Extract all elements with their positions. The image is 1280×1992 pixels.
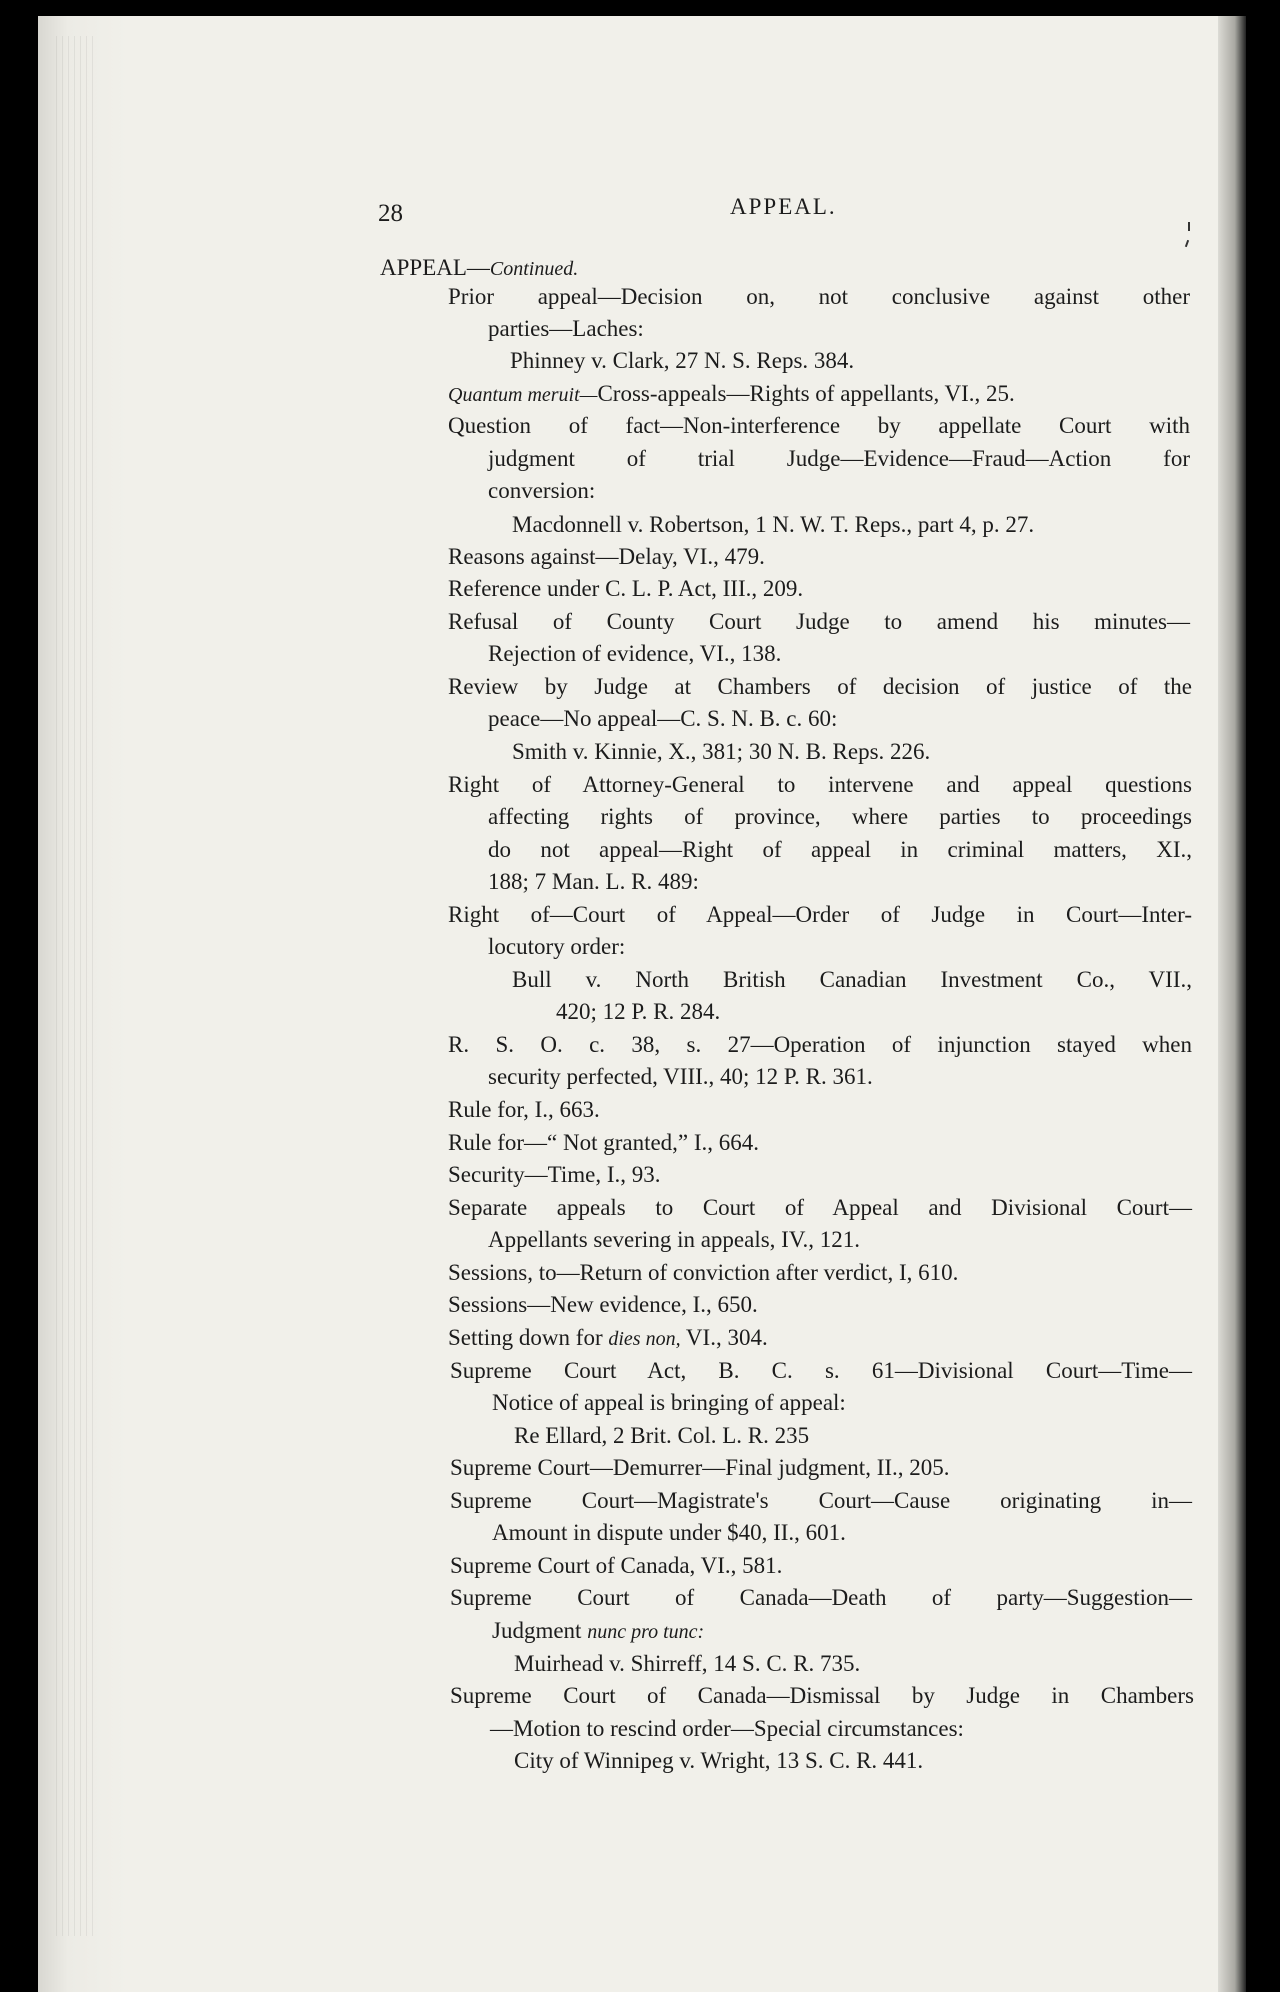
section-heading bbox=[380, 254, 578, 283]
entry-line: judgment of trial Judge—Evidence—Fraud—Action for bbox=[488, 446, 1190, 471]
entry-line: conversion: bbox=[488, 478, 596, 503]
entry-italic: nunc pro tunc: bbox=[587, 1621, 705, 1643]
case-citation: Bull v. North British Canadian Investment Co., VII., bbox=[512, 967, 1192, 992]
running-header: APPEAL. bbox=[730, 194, 837, 219]
entry-line: Reference under C. L. P. Act, III., 209. bbox=[448, 576, 804, 601]
case-citation: City of Winnipeg v. Wright, 13 S. C. R. 441. bbox=[514, 1748, 924, 1773]
entry-line: Right of—Court of Appeal—Order of Judge in Court—Inter- bbox=[448, 902, 1192, 927]
entry-line: Separate appeals to Court of Appeal and Divisional Court— bbox=[448, 1195, 1192, 1220]
entry-text-after: VI., 304. bbox=[685, 1325, 768, 1350]
entry-text: Judgment bbox=[492, 1618, 582, 1643]
case-citation: Smith v. Kinnie, X., 381; 30 N. B. Reps. 226. bbox=[512, 739, 931, 764]
case-citation: Macdonnell v. Robertson, 1 N. W. T. Reps., part 4, p. 27. bbox=[512, 512, 1035, 537]
entry-line: security perfected, VIII., 40; 12 P. R. 361. bbox=[488, 1064, 873, 1089]
entry-text: Setting down for bbox=[448, 1325, 603, 1350]
entry-line: Supreme Court—Magistrate's Court—Cause originating in— bbox=[450, 1488, 1192, 1513]
entry-line bbox=[448, 1324, 768, 1353]
entry-line: peace—No appeal—C. S. N. B. c. 60: bbox=[488, 706, 838, 731]
entry-line: Right of Attorney-General to intervene and appeal questions bbox=[448, 772, 1192, 797]
margin-mark bbox=[1188, 222, 1190, 231]
entry-line: do not appeal—Right of appeal in criminal matters, XI., bbox=[488, 837, 1192, 862]
entry-line: Supreme Court of Canada—Dismissal by Judge in Chambers bbox=[450, 1683, 1194, 1708]
entry-line: locutory order: bbox=[488, 934, 626, 959]
entry-line: Reasons against—Delay, VI., 479. bbox=[448, 544, 765, 569]
entry-line: Security—Time, I., 93. bbox=[448, 1162, 661, 1187]
heading-continued: Continued. bbox=[489, 258, 579, 280]
entry-line: Supreme Court—Demurrer—Final judgment, II., 205. bbox=[450, 1455, 950, 1480]
entry-line: Supreme Court of Canada, VI., 581. bbox=[450, 1553, 783, 1578]
entry-line: Supreme Court Act, B. C. s. 61—Divisional Court—Time— bbox=[450, 1358, 1192, 1383]
entry-line: R. S. O. c. 38, s. 27—Operation of injunction stayed when bbox=[448, 1032, 1192, 1057]
entry-line: Sessions, to—Return of conviction after verdict, I, 610. bbox=[448, 1260, 959, 1285]
entry-line: 188; 7 Man. L. R. 489: bbox=[488, 869, 699, 894]
entry-line: Prior appeal—Decision on, not conclusive against other bbox=[448, 284, 1190, 309]
entry-line: Appellants severing in appeals, IV., 121. bbox=[488, 1227, 860, 1252]
entry-text: Cross-appeals—Rights of appellants, VI., 25. bbox=[597, 381, 1015, 406]
entry-line: parties—Laches: bbox=[488, 316, 644, 341]
case-citation: Re Ellard, 2 Brit. Col. L. R. 235 bbox=[514, 1423, 810, 1448]
entry-italic: dies non, bbox=[608, 1328, 681, 1350]
entry-line bbox=[448, 380, 1015, 409]
case-citation: Phinney v. Clark, 27 N. S. Reps. 384. bbox=[510, 348, 855, 373]
case-citation: Muirhead v. Shirreff, 14 S. C. R. 735. bbox=[514, 1651, 861, 1676]
entry-line: Supreme Court of Canada—Death of party—Suggestion— bbox=[450, 1585, 1192, 1610]
entry-line: Notice of appeal is bringing of appeal: bbox=[492, 1390, 846, 1415]
entry-line: Refusal of County Court Judge to amend his minutes— bbox=[448, 609, 1190, 634]
entry-line: Question of fact—Non-interference by appellate Court with bbox=[448, 413, 1190, 438]
heading-dash: — bbox=[466, 255, 490, 280]
entry-line: Rule for, I., 663. bbox=[448, 1097, 600, 1122]
entry-line: Review by Judge at Chambers of decision of justice of the bbox=[448, 674, 1192, 699]
entry-line: affecting rights of province, where parties to proceedings bbox=[488, 804, 1192, 829]
entry-line: —Motion to rescind order—Special circumstances: bbox=[490, 1716, 964, 1741]
page-number: 28 bbox=[378, 200, 403, 227]
entry-line: Rule for—“ Not granted,” I., 664. bbox=[448, 1130, 760, 1155]
entry-line bbox=[492, 1617, 704, 1646]
margin-mark bbox=[1185, 240, 1189, 247]
entry-italic: Quantum meruit— bbox=[448, 384, 598, 406]
entry-line: Rejection of evidence, VI., 138. bbox=[488, 641, 782, 666]
heading-main: APPEAL bbox=[380, 255, 467, 280]
entry-line: Amount in dispute under $40, II., 601. bbox=[492, 1520, 846, 1545]
entry-line: Sessions—New evidence, I., 650. bbox=[448, 1292, 758, 1317]
case-citation: 420; 12 P. R. 284. bbox=[556, 999, 721, 1024]
